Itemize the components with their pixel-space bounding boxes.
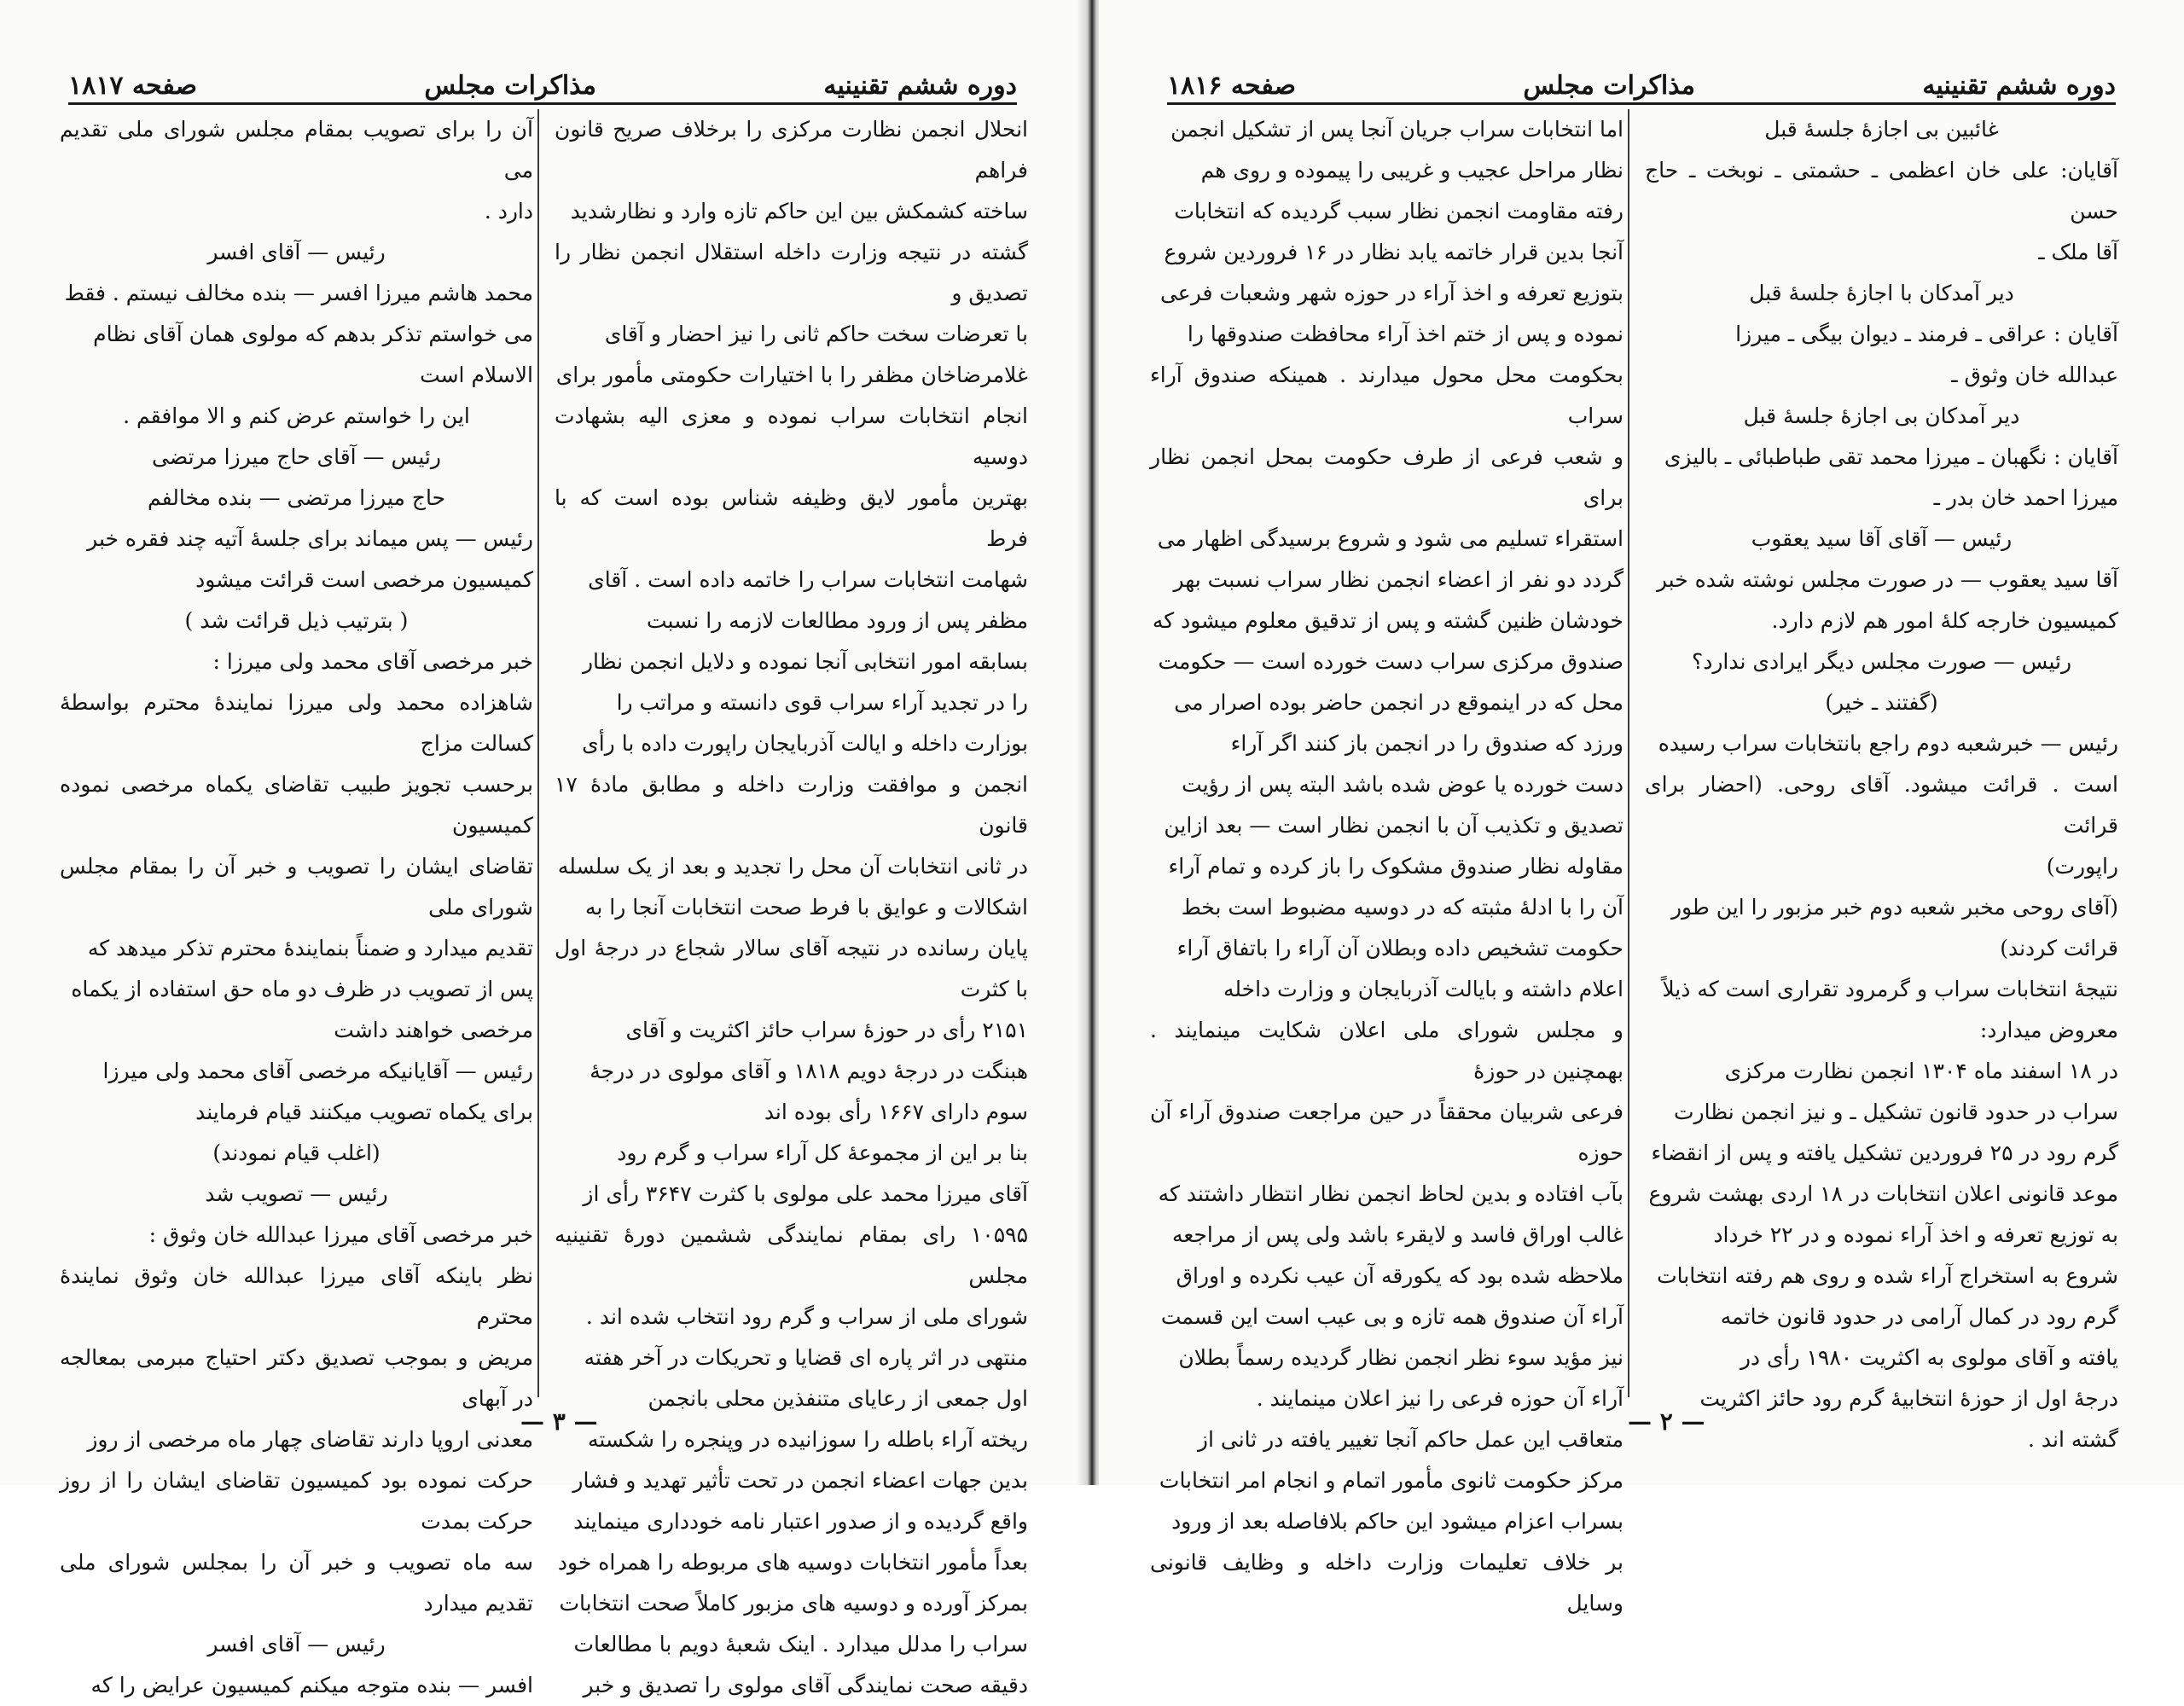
text-line: این را خواستم عرض کنم و الا موافقم . [123, 403, 470, 428]
text-line: (آقای روحی مخبر شعبه دوم خبر مزبور را این طور [1670, 895, 2118, 920]
right-header-rule [1167, 102, 2116, 105]
text-line: شهامت انتخابات سراب را خاتمه داده است . آقای [588, 567, 1028, 592]
text-line: به توزیع تعرفه و اخذ آراء نموده و در ۲۲ خرداد [1713, 1222, 2118, 1247]
text-line: انجمن و موافقت وزارت داخله و مطابق مادهٔ ۱۷ قانون [555, 772, 1028, 838]
left-page [0, 0, 1085, 1697]
text-line: گرم رود در ۲۵ فروردین تشکیل یافته و پس از انقضاء [1651, 1140, 2118, 1165]
text-line: (گفتند ـ خیر) [1825, 690, 1938, 715]
text-line: گرم رود در کمال آرامی در حدود قانون خاتمه [1720, 1304, 2118, 1329]
text-line: ( بترتیب ذیل قرائت شد ) [184, 608, 409, 633]
text-line: آقا سید یعقوب — در صورت مجلس نوشته شده خبر [1656, 567, 2118, 592]
text-line: فرعی شربیان محققاً در حین مراجعت صندوق آراء آن حوزه [1150, 1100, 1623, 1165]
text-line: بحکومت محل محول میدارند . همینکه صندوق آراء سراب [1150, 363, 1623, 428]
text-line: ساخته کشمکش بین این حاکم تازه وارد و نظارشدید [570, 199, 1028, 223]
right-page-left-column [1150, 109, 1623, 1616]
text-line: برای یکماه تصویب میکنند قیام فرمایند [195, 1100, 533, 1124]
text-line: بعداً مأمور انتخابات دوسیه های مربوطه را همراه خود [557, 1550, 1028, 1575]
text-line: محل که در اینموقع در انجمن حاضر بوده اصرار می [1174, 690, 1623, 715]
text-line: غائبین بی اجازهٔ جلسهٔ قبل [1764, 117, 1999, 142]
left-header-title: مذاکرات مجلس [424, 71, 596, 101]
left-folio: — ۳ — [520, 1407, 598, 1436]
text-line: شورای ملی از سراب و گرم رود انتخاب شده اند . [585, 1304, 1028, 1329]
text-line: و مجلس شورای ملی اعلان شکایت مینمایند . بهمچنین در حوزهٔ [1150, 1018, 1623, 1083]
text-line: غالب اوراق فاسد و لایقرء باشد ولی پس از مراجعه [1171, 1222, 1623, 1247]
text-line: نظر باینکه آقای میرزا عبدالله خان وثوق نمایندهٔ محترم [60, 1263, 533, 1329]
text-line: ورزد که صندوق را در انجمن باز کنند اگر آراء [1230, 731, 1623, 756]
text-line: افسر — بنده متوجه میکنم کمیسیون عرایض را که [90, 1673, 533, 1697]
text-line: رئیس — آقایانیکه مرخصی آقای محمد ولی میرزا [102, 1059, 533, 1083]
right-page [1099, 0, 2184, 1616]
right-header-title: مذاکرات مجلس [1523, 71, 1695, 101]
text-line: بوزارت داخله و ایالت آذربایجان راپورت داده با رأی [582, 731, 1028, 756]
left-header-rule [68, 102, 1017, 105]
text-line: رئیس — آقای افسر [207, 1632, 386, 1657]
text-line: رئیس — صورت مجلس دیگر ایرادی ندارد؟ [1691, 649, 2072, 674]
text-line: در ۱۸ اسفند ماه ۱۳۰۴ انجمن نظارت مرکزی [1724, 1059, 2118, 1083]
text-line: مقاوله نظار صندوق مشکوک را باز کرده و تمام آراء [1168, 854, 1623, 879]
text-line: نتیجهٔ انتخابات سراب و گرمرود تقراری است که ذیلاً [1662, 977, 2118, 1001]
text-line: حکومت تشخیص داده وبطلان آن آراء را باتفاق آراء [1176, 936, 1623, 960]
text-line: رئیس — آقای افسر [207, 240, 386, 264]
text-line: استقراء تسلیم می شود و شروع برسیدگی اظهار می [1157, 526, 1623, 551]
text-line: پس از تصویب در ظرف دو ماه حق استفاده از یکماه [71, 977, 533, 1001]
text-line: می خواستم تذکر بدهم که مولوی همان آقای نظام [93, 322, 533, 346]
text-line: نموده و پس از ختم اخذ آراء محافظت صندوقها را [1187, 322, 1623, 346]
text-line: دست خورده یا عوض شده باشد البته پس از رؤیت [1182, 772, 1623, 797]
text-line: بنا بر این از مجموعهٔ کل آراء سراب و گرم رود [617, 1140, 1028, 1165]
text-line: انحلال انجمن نظارت مرکزی را برخلاف صریح قانون فراهم [555, 117, 1028, 183]
text-line: سه ماه تصویب و خبر آن را بمجلس شورای ملی تقدیم میدارد [60, 1550, 533, 1616]
text-line: نظار مراحل عجیب و غریبی را پیموده و روی هم [1200, 158, 1623, 183]
text-line: آقا ملک ـ [2038, 240, 2118, 264]
text-line: رئیس — تصویب شد [205, 1181, 388, 1206]
text-line: پایان رسانده در نتیجه آقای سالار شجاع در درجهٔ اول با کثرت [555, 936, 1028, 1001]
text-line: عبدالله خان وثوق ـ [1951, 363, 2118, 387]
text-line: مریض و بموجب تصدیق دکتر احتیاج مبرمی بمعالجه در آبهای [60, 1345, 533, 1411]
text-line: رئیس — خبرشعبه دوم راجع بانتخابات سراب رسیده [1658, 731, 2118, 756]
text-line: در ثانی انتخابات آن محل را تجدید و بعد از یک سلسله [557, 854, 1028, 879]
left-header-period: دوره ششم تقنینیه [823, 71, 1017, 101]
text-line: صندوق مرکزی سراب دست خورده است — حکومت [1158, 649, 1623, 674]
text-line: بسابقه امور انتخابی آنجا نموده و دلایل انجمن نظار [582, 649, 1028, 674]
text-line: خبر مرخصی آقای محمد ولی میرزا : [212, 649, 533, 674]
text-line: متعاقب این عمل حاکم آنجا تغییر یافته در ثانی از [1197, 1427, 1623, 1452]
text-line: نیز مؤید سوء نظر انجمن نظار گردیده رسماً بطلان [1178, 1345, 1623, 1370]
text-line: آراء آن صندوق همه تازه و بی عیب است این قسمت [1160, 1304, 1623, 1329]
text-line: دقیقه صحت نمایندگی آقای مولوی را تصدیق و خبر [583, 1673, 1028, 1697]
text-line: مظفر پس از ورود مطالعات لازمه را نسبت [646, 608, 1028, 633]
text-line: الاسلام است [420, 363, 533, 387]
text-line: رئیس — آقای آقا سید یعقوب [1751, 526, 2013, 551]
text-line: گشته در نتیجه وزارت داخله استقلال انجمن نظار را تصدیق و [555, 240, 1028, 305]
text-line: برحسب تجویز طبیب تقاضای یکماه مرخصی نموده کمیسیون [60, 772, 533, 838]
right-page-right-column [1645, 109, 2118, 1452]
text-line: گشته اند . [2027, 1427, 2118, 1452]
text-line: اما انتخابات سراب جریان آنجا پس از تشکیل انجمن [1170, 117, 1623, 142]
text-line: با تعرضات سخت حاکم ثانی را نیز احضار و آقای [604, 322, 1028, 346]
text-line: کمیسیون خارجه کلهٔ امور هم لازم دارد. [1771, 608, 2118, 633]
text-line: دارد . [484, 199, 533, 223]
text-line: هبنگت در درجهٔ دویم ۱۸۱۸ و آقای مولوی در درجهٔ [590, 1059, 1028, 1083]
text-line: اعلام داشته و بایالت آذربایجان و وزارت داخله [1223, 977, 1623, 1001]
text-line: سوم دارای ۱۶۶۷ رأی بوده اند [764, 1100, 1028, 1124]
right-page-header [1167, 51, 2116, 101]
text-line: بسراب اعزام میشود این حاکم بلافاصله بعد از ورود [1171, 1509, 1623, 1534]
left-header-page-number: صفحه ۱۸۱۷ [68, 71, 198, 101]
text-line: سراب را مدلل میدارد . اینک شعبهٔ دویم با مطالعات [573, 1632, 1028, 1657]
text-line: آقایان : عراقی ـ فرمند ـ دیوان بیگی ـ میرزا [1735, 322, 2118, 346]
text-line: آقایان : نگهبان ـ میرزا محمد تقی طباطبائی ـ بالیزی [1664, 444, 2118, 469]
text-line: بدین جهات اعضاء انجمن در تحت تأثیر تهدید و فشار [572, 1468, 1028, 1493]
text-line: شروع به استخراج آراء شده و روی هم رفته انتخابات [1657, 1263, 2118, 1288]
text-line: آقایان: علی خان اعظمی ـ حشمتی ـ نوبخت ـ حاج حسن [1645, 158, 2118, 223]
text-line: آقای میرزا محمد علی مولوی با کثرت ۳۶۴۷ رأی از [583, 1181, 1028, 1206]
text-line: ۱۰۵۹۵ رای بمقام نمایندگی ششمین دورهٔ تقنینیه مجلس [555, 1222, 1028, 1288]
text-line: بمرکز آورده و دوسیه های مزبور کاملاً صحت انتخابات [559, 1591, 1028, 1616]
right-folio: — ۲ — [1628, 1407, 1705, 1436]
right-column-divider [1628, 109, 1629, 1397]
text-line: خودشان ظنین گشته و پس از تدقیق معلوم میشود که [1152, 608, 1623, 633]
left-column-divider [537, 109, 539, 1397]
text-line: اول جمعی از رعایای متنفذین محلی بانجمن [648, 1386, 1028, 1411]
text-line: آنجا بدین قرار خاتمه یابد نظار در ۱۶ فروردین شروع [1164, 240, 1623, 264]
text-line: تقاضای ایشان را تصویب و خبر آن را بمقام مجلس شورای ملی [60, 854, 533, 920]
text-line: ریخته آراء باطله را سوزانیده در وپنجره را شکسته [587, 1427, 1028, 1452]
text-line: رئیس — آقای حاج میرزا مرتضی [152, 444, 441, 469]
text-line: معروض میدارد: [1979, 1018, 2118, 1042]
text-line: آن را با ادلهٔ مثبته که در دوسیه مضبوط است بخط [1181, 895, 1623, 920]
text-line: حرکت نموده بود کمیسیون تقاضای ایشان را از روز حرکت بمدت [60, 1468, 533, 1534]
text-line: تقدیم میدارد و ضمناً بنمایندهٔ محترم تذکر میدهد که [87, 936, 533, 960]
text-line: بهترین مأمور لایق وظیفه شناس بوده است که با فرط [555, 485, 1028, 551]
text-line: بآب افتاده و بدین لحاظ انجمن نظار انتظار داشتند که [1158, 1181, 1623, 1206]
text-line: دیر آمدکان با اجازهٔ جلسهٔ قبل [1749, 281, 2014, 305]
text-line: راپورت) [2046, 854, 2118, 879]
text-line: رفته مقاومت انجمن نظار سبب گردیده که انتخابات [1174, 199, 1623, 223]
text-line: یافته و آقای مولوی به اکثریت ۱۹۸۰ رأی در [1740, 1345, 2118, 1370]
text-line: و شعب فرعی از طرف حکومت بمحل انجمن نظار برای [1150, 444, 1623, 510]
text-line: خبر مرخصی آقای میرزا عبدالله خان وثوق : [148, 1222, 533, 1247]
text-line: شاهزاده محمد ولی میرزا نمایندهٔ محترم بواسطهٔ کسالت مزاج [60, 690, 533, 756]
right-header-page-number: صفحه ۱۸۱۶ [1167, 71, 1297, 101]
text-line: آراء آن حوزه فرعی را نیز اعلان مینمایند . [1256, 1386, 1623, 1411]
text-line: را در تجدید آراء سراب قوی دانسته و مراتب را [616, 690, 1028, 715]
text-line: انجام انتخابات سراب نموده و معزی الیه بشهادت دوسیه [555, 403, 1028, 469]
text-line: محمد هاشم میرزا افسر — بنده مخالف نیستم . فقط [64, 281, 533, 305]
text-line: کمیسیون مرخصی است قرائت میشود [195, 567, 533, 592]
text-line: بر خلاف تعلیمات وزارت داخله و وظایف قانونی وسایل [1150, 1550, 1623, 1616]
left-page-header [68, 51, 1017, 101]
text-line: موعد قانونی اعلان انتخابات در ۱۸ اردی بهشت شروع [1648, 1181, 2118, 1206]
text-line: مرخصی خواهند داشت [334, 1018, 533, 1042]
text-line: اشکالات و عوایق با فرط صحت انتخابات آنجا را به [585, 895, 1028, 920]
text-line: رئیس — پس میماند برای جلسهٔ آتیه چند فقره خبر [87, 526, 533, 551]
text-line: میرزا احمد خان بدر ـ [1933, 485, 2118, 510]
text-line: مرکز حکومت ثانوی مأمور اتمام و انجام امر انتخابات [1159, 1468, 1623, 1493]
text-line: تصدیق و تکذیب آن با انجمن نظار است — بعد ازاین [1164, 813, 1623, 838]
text-line: بتوزیع تعرفه و اخذ آراء در حوزه شهر وشعبات فرعی [1159, 281, 1623, 305]
text-line: دیر آمدکان بی اجازهٔ جلسهٔ قبل [1743, 403, 2020, 428]
text-line: درجهٔ اول از حوزهٔ انتخابیهٔ گرم رود حائز اکثریت [1699, 1386, 2118, 1411]
text-line: منتهی در اثر پاره ای قضایا و تحریکات در آخر هفته [584, 1345, 1028, 1370]
text-line: معدنی اروپا دارند تقاضای چهار ماه مرخصی از روز [87, 1427, 533, 1452]
text-line: سراب در حدود قانون تشکیل ـ و نیز انجمن نظارت [1674, 1100, 2118, 1124]
text-line: آن را برای تصویب بمقام مجلس شورای ملی تقدیم می [60, 117, 533, 183]
text-line: ملاحظه شده بود که یکورقه آن عیب نکرده و اوراق [1176, 1263, 1623, 1288]
text-line: است . قرائت میشود. آقای روحی. (احضار برای قرائت [1645, 772, 2118, 838]
text-line: حاج میرزا مرتضی — بنده مخالفم [147, 485, 446, 510]
text-line: گردد دو نفر از اعضاء انجمن نظار سراب نسبت بهر [1173, 567, 1623, 592]
text-line: ۲۱۵۱ رأی در حوزهٔ سراب حائز اکثریت و آقای [625, 1018, 1028, 1042]
left-page-right-column [555, 109, 1028, 1697]
text-line: واقع گردیده و از صدور اعتبار نامه خودداری مینمایند [573, 1509, 1028, 1534]
right-header-period: دوره ششم تقنینیه [1922, 71, 2116, 101]
text-line: (اغلب قیام نمودند) [212, 1140, 380, 1165]
left-page-left-column [60, 109, 533, 1697]
text-line: غلامرضاخان مظفر را با اختیارات حکومتی مأمور برای [555, 363, 1028, 387]
text-line: قرائت کردند) [2000, 936, 2118, 960]
